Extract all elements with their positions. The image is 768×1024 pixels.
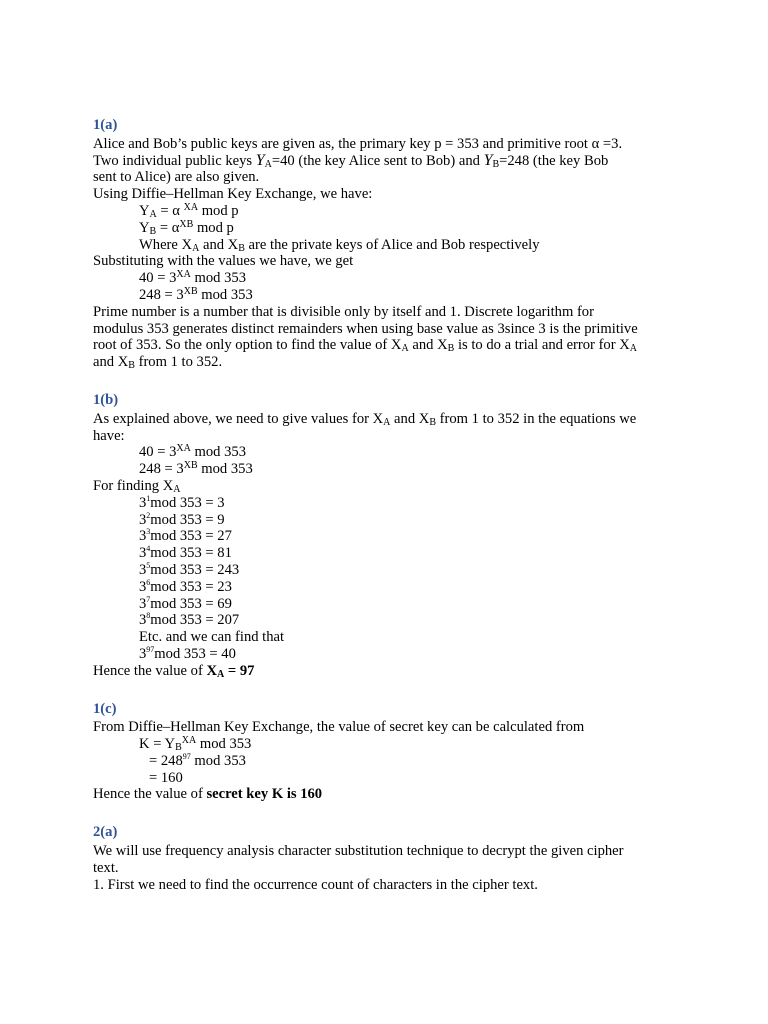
equation-248: $248 = 3^{XB}$ mod 353 [139, 285, 253, 303]
paragraph-text: text. [93, 859, 119, 876]
section-heading-2a: 2(a) [93, 824, 118, 841]
paragraph-have: have: [93, 427, 125, 444]
equation-yb: $Y_B = \alpha^{XB}$ mod p [139, 218, 234, 237]
section-heading-1b: 1(b) [93, 391, 119, 408]
paragraph-for-finding: For finding $X_A$ [93, 477, 181, 495]
paragraph-private-keys: Where $X_A$ and $X_B$ are the private keys of Alice and Bob respectively [139, 236, 540, 254]
trial-line: $3^1mod$ 353 = 3 [139, 493, 225, 511]
paragraph-prime-line-4: and $X_B$ from 1 to 352. [93, 354, 223, 372]
trial-line: $3^2mod$ 353 = 9 [139, 510, 225, 528]
equation-40: $40 = 3^{XA}$ mod 353 [139, 269, 247, 287]
paragraph-dh-secret: From Diffie–Hellman Key Exchange, the value of secret key can be calculated from [93, 719, 585, 736]
paragraph-individual-keys: Two individual public keys $Y_A=40$ (the key Alice sent to Bob) and $Y_B=248$ (the key Bob [93, 151, 609, 170]
trial-line: $3^4mod$ 353 = 81 [139, 544, 232, 562]
paragraph-hence-xa: Hence the value of $X_A = 97$ [93, 662, 255, 680]
paragraph-frequency-analysis: We will use frequency analysis character substitution technique to decrypt the given cipher [93, 843, 624, 860]
equation-248-b: $248 = 3^{XB}$ mod 353 [139, 460, 253, 478]
equation-40-b: $40 = 3^{XA}$ mod 353 [139, 443, 247, 461]
paragraph-prime-line-1: Prime number is a number that is divisible only by itself and 1. Discrete logarithm for [93, 303, 594, 320]
trial-line: $3^5mod$ 353 = 243 [139, 560, 240, 578]
paragraph-public-keys: Alice and Bob’s public keys are given as, the primary key p = 353 and primitive root α =3. [93, 135, 623, 152]
trial-line: $3^8mod$ 353 = 207 [139, 611, 240, 629]
section-heading-1a: 1(a) [93, 117, 118, 133]
equation-ya: $Y_A = \alpha$ $^{XA}$ mod p [139, 201, 239, 220]
paragraph-prime-line-3: root of 353. So the only option to find the value of $X_A$ and $X_B$ is to do a trial and error for $X_A$ [93, 337, 638, 355]
section-heading-1c: 1(c) [93, 700, 117, 717]
document-body [93, 117, 678, 893]
paragraph-hence-k: Hence the value of secret key K is 160 [93, 786, 323, 803]
paragraph-prime-line-2: modulus 353 generates distinct remainders when using base value as 3since 3 is the primitive [93, 320, 638, 337]
equation-k-step-2: = $248^{97}$ mod 353 [149, 751, 246, 769]
equation-k: $K = Y_B^{XA}$ mod 353 [139, 735, 252, 754]
paragraph-using-dh: Using Diffie–Hellman Key Exchange, we have: [93, 186, 373, 203]
equation-k-step-3: = 160 [149, 769, 183, 786]
paragraph-sent-to-alice: sent to Alice) are also given. [93, 169, 260, 186]
trial-line: $3^3mod$ 353 = 27 [139, 527, 232, 545]
paragraph-etc: Etc. and we can find that [139, 629, 285, 646]
trial-line: $3^6mod$ 353 = 23 [139, 577, 232, 595]
paragraph-substituting: Substituting with the values we have, we get [93, 253, 354, 270]
trial-list [93, 495, 678, 629]
paragraph-explained-above: As explained above, we need to give values for $X_A$ and $X_B$ from 1 to 352 in the equations we [93, 410, 637, 428]
trial-line-97: $3^{97}mod$ 353 = 40 [139, 644, 236, 662]
paragraph-step-1: 1. First we need to find the occurrence count of characters in the cipher text. [93, 876, 538, 893]
trial-line: $3^7mod$ 353 = 69 [139, 594, 232, 612]
